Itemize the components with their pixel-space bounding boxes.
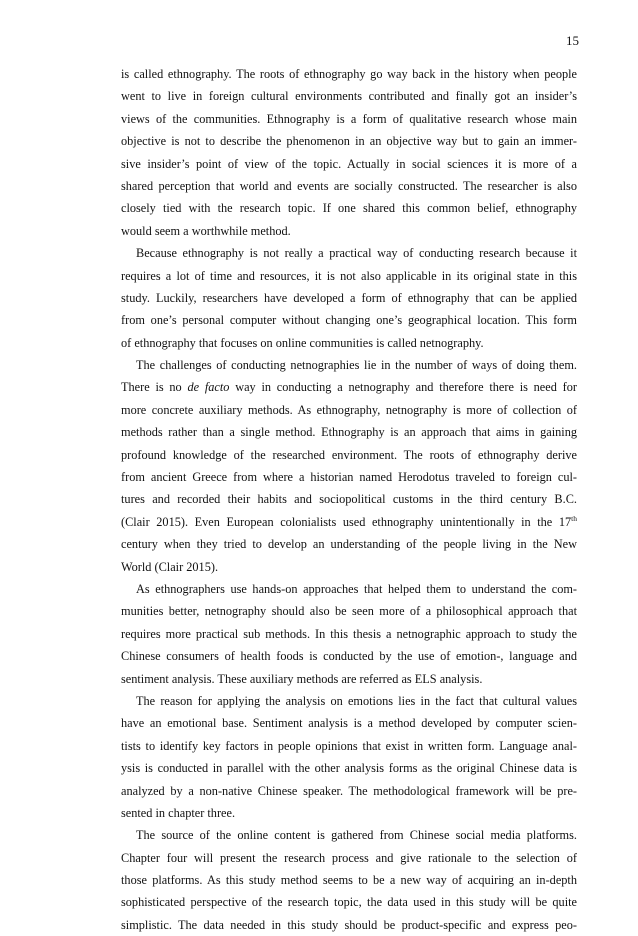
text-line: profound knowledge of the researched environment. The roots of ethnography derive xyxy=(121,447,577,462)
paragraph xyxy=(121,578,577,690)
paragraph xyxy=(121,690,577,824)
text-line: went to live in foreign cultural environments contributed and finally got an insider’s xyxy=(121,89,577,104)
text-line: sented in chapter three. xyxy=(121,805,236,820)
text-line: shared perception that world and events are socially constructed. The researcher is also xyxy=(121,178,577,193)
text-line: The challenges of conducting netnographies lie in the number of ways of doing them. xyxy=(136,358,577,373)
text-line: sophisticated perspective of the research topic, the data used in this study will be quite xyxy=(121,895,577,910)
paragraph xyxy=(121,242,577,354)
body-text xyxy=(121,63,577,936)
text-line: methods rather than a single method. Ethnography is an approach that aims in gaining xyxy=(121,425,577,440)
text-line: The source of the online content is gathered from Chinese social media platforms. xyxy=(136,828,577,843)
text-line: Chinese consumers of health foods is conducted by the use of emotion-, language and xyxy=(121,649,577,664)
text-line: Chapter four will present the research process and give rationale to the selection of xyxy=(121,850,577,865)
text-line: World (Clair 2015). xyxy=(121,559,219,574)
text-line: study. Luckily, researchers have developed a form of ethnography that can be applied xyxy=(121,290,577,305)
text-line: century when they tried to develop an understanding of the people living in the New xyxy=(121,537,577,552)
text-line: would seem a worthwhile method. xyxy=(121,223,291,238)
text-line: from ancient Greece from where a historian named Herodotus traveled to foreign cul- xyxy=(121,470,577,485)
text-line: requires a lot of time and resources, it is not also applicable in its original state in this xyxy=(121,268,577,283)
text-line: analyzed by a non-native Chinese speaker. The methodological framework will be pre- xyxy=(121,783,577,798)
paragraph xyxy=(121,63,577,242)
text-line: requires more practical sub methods. In this thesis a netnographic approach to study the xyxy=(121,626,577,641)
text-line: tures and recorded their habits and sociopolitical customs in the third century B.C. xyxy=(121,492,577,507)
text-line: sive insider’s point of view of the topic. Actually in social sciences it is more of a xyxy=(121,156,577,171)
paragraph xyxy=(121,354,577,578)
text-line: of ethnography that focuses on online communities is called netnography. xyxy=(121,335,484,350)
text-line: have an emotional base. Sentiment analysis is a method developed by computer scien- xyxy=(121,716,577,731)
text-line: The reason for applying the analysis on emotions lies in the fact that cultural values xyxy=(136,693,577,708)
text-line: munities better, netnography should also be seen more of a philosophical approach that xyxy=(121,604,577,619)
text-line: There is no de facto way in conducting a netnography and therefore there is need for xyxy=(121,380,577,395)
text-line: Because ethnography is not really a practical way of conducting research because it xyxy=(136,246,577,261)
text-line: simplistic. The data needed in this study should be product-specific and express peo- xyxy=(121,917,577,932)
text-line: ysis is conducted in parallel with the other analysis forms as the original Chinese data is xyxy=(121,761,577,776)
text-line: from one’s personal computer without changing one’s geographical location. This form xyxy=(121,313,577,328)
text-line: more concrete auxiliary methods. As ethnography, netnography is more of collection of xyxy=(121,402,577,417)
text-line: views of the communities. Ethnography is a form of qualitative research whose main xyxy=(121,111,577,126)
text-line: (Clair 2015). Even European colonialists used ethnography unintentionally in the 17th xyxy=(121,513,577,529)
text-line: As ethnographers use hands-on approaches that helped them to understand the com- xyxy=(136,581,577,596)
text-line: those platforms. As this study method seems to be a new way of acquiring an in-depth xyxy=(121,873,577,888)
page-number: 15 xyxy=(566,33,579,48)
text-line: objective is not to describe the phenomenon in an objective way but to gain an immer- xyxy=(121,134,577,149)
paragraph xyxy=(121,824,577,936)
text-line: is called ethnography. The roots of ethnography go way back in the history when people xyxy=(121,67,577,81)
text-line: sentiment analysis. These auxiliary methods are referred as ELS analysis. xyxy=(121,671,483,686)
text-line: closely tied with the research topic. If one shared this common belief, ethnography xyxy=(121,201,577,216)
text-line: tists to identify key factors in people opinions that exist in written form. Language anal- xyxy=(121,738,577,753)
